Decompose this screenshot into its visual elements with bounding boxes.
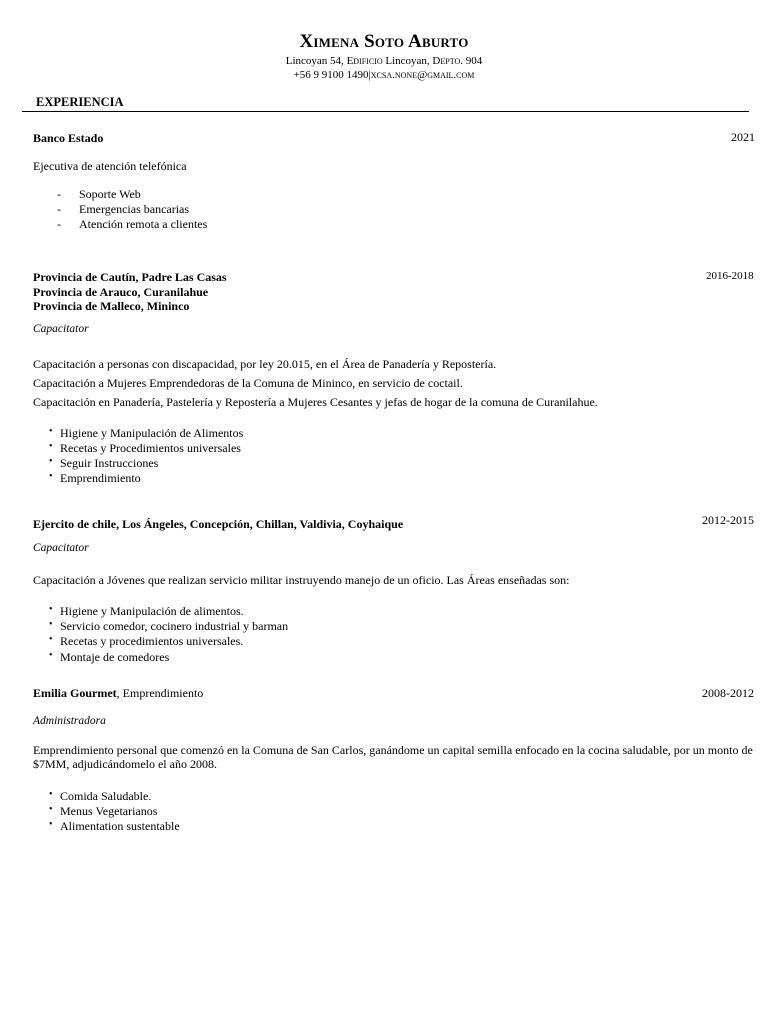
job-org-name: Emilia Gourmet	[33, 686, 117, 700]
dash-marker: -	[57, 202, 61, 216]
address-street: Lincoyan 54,	[285, 55, 347, 67]
section-title-experiencia: EXPERIENCIA	[36, 95, 124, 109]
bullet-marker: •	[49, 471, 53, 482]
bullet-marker: •	[49, 634, 53, 645]
resume-name: Ximena Soto Aburto	[299, 31, 469, 52]
list-item-label: Emprendimiento	[60, 471, 141, 485]
job-org-arauco: Provincia de Arauco, Curanilahue	[33, 285, 209, 299]
list-item-label: Menus Vegetarianos	[60, 804, 158, 818]
contact-line	[0, 69, 768, 81]
address-unit: 904	[462, 55, 483, 67]
job-description: Capacitación en Panadería, Pastelería y Repostería a Mujeres Cesantes y jefas de hogar de la comuna de Curanilahue.	[33, 395, 598, 409]
job-org-banco-estado: Banco Estado	[33, 131, 104, 145]
address-line	[0, 55, 768, 67]
address-unit-label: Depto.	[432, 55, 463, 67]
job-role-emilia-gourmet: Administradora	[33, 715, 106, 727]
job-role-banco-estado: Ejecutiva de atención telefónica	[33, 159, 187, 173]
list-item-label: Atención remota a clientes	[79, 217, 208, 231]
job-description: Emprendimiento personal que comenzó en la Comuna de San Carlos, ganándome un capital semilla enfocado en la cocina saludable, por un monto de $7MM, adjudicándomelo el año 2008.	[33, 743, 753, 771]
bullet-marker: •	[49, 456, 53, 467]
job-role-provincias: Capacitator	[33, 323, 89, 335]
job-org-cautin: Provincia de Cautín, Padre Las Casas	[33, 270, 227, 284]
job-org-type: , Emprendimiento	[116, 686, 204, 700]
job-org-emilia-gourmet	[33, 686, 203, 701]
job-date-provincias: 2016-2018	[706, 270, 754, 282]
list-item-label: Alimentation sustentable	[60, 819, 180, 833]
job-description: Capacitación a personas con discapacidad, por ley 20.015, en el Área de Panadería y Repostería.	[33, 357, 497, 371]
bullet-marker: •	[49, 650, 53, 661]
address-building: Lincoyan,	[382, 55, 433, 67]
contact-separator: |	[368, 69, 371, 81]
list-item-label: Servicio comedor, cocinero industrial y barman	[60, 619, 289, 633]
job-org-ejercito: Ejercito de chile, Los Ángeles, Concepción, Chillan, Valdivia, Coyhaique	[33, 517, 404, 531]
bullet-marker: •	[49, 804, 53, 815]
bullet-marker: •	[49, 789, 53, 800]
job-role-ejercito: Capacitator	[33, 542, 89, 554]
list-item-label: Emergencias bancarias	[79, 202, 190, 216]
job-org-malleco: Provincia de Malleco, Mininco	[33, 299, 190, 313]
list-item-label: Recetas y Procedimientos universales	[60, 441, 241, 455]
list-item-label: Soporte Web	[79, 187, 141, 201]
address-building-label: Edificio	[346, 55, 383, 67]
job-description: Capacitación a Jóvenes que realizan servicio militar instruyendo manejo de un oficio. Las Áreas enseñadas son:	[33, 573, 570, 587]
bullet-marker: •	[49, 604, 53, 615]
email-address: xcsa.none@gmail.com	[370, 69, 475, 81]
job-date-banco-estado: 2021	[731, 130, 755, 144]
list-item-label: Recetas y procedimientos universales.	[60, 634, 244, 648]
phone-number: +56 9 9100 1490	[293, 69, 369, 81]
bullet-marker: •	[49, 441, 53, 452]
job-date-emilia-gourmet: 2008-2012	[702, 686, 754, 700]
list-item-label: Higiene y Manipulación de alimentos.	[60, 604, 244, 618]
list-item-label: Higiene y Manipulación de Alimentos	[60, 426, 244, 440]
job-date-ejercito: 2012-2015	[702, 513, 754, 527]
section-divider	[22, 111, 749, 112]
list-item-label: Comida Saludable.	[60, 789, 152, 803]
bullet-marker: •	[49, 619, 53, 630]
list-item-label: Montaje de comedores	[60, 650, 170, 664]
bullet-marker: •	[49, 819, 53, 830]
dash-marker: -	[57, 187, 61, 201]
dash-marker: -	[57, 217, 61, 231]
job-description: Capacitación a Mujeres Emprendedoras de la Comuna de Mininco, en servicio de coctail.	[33, 376, 463, 390]
list-item-label: Seguir Instrucciones	[60, 456, 159, 470]
bullet-marker: •	[49, 426, 53, 437]
